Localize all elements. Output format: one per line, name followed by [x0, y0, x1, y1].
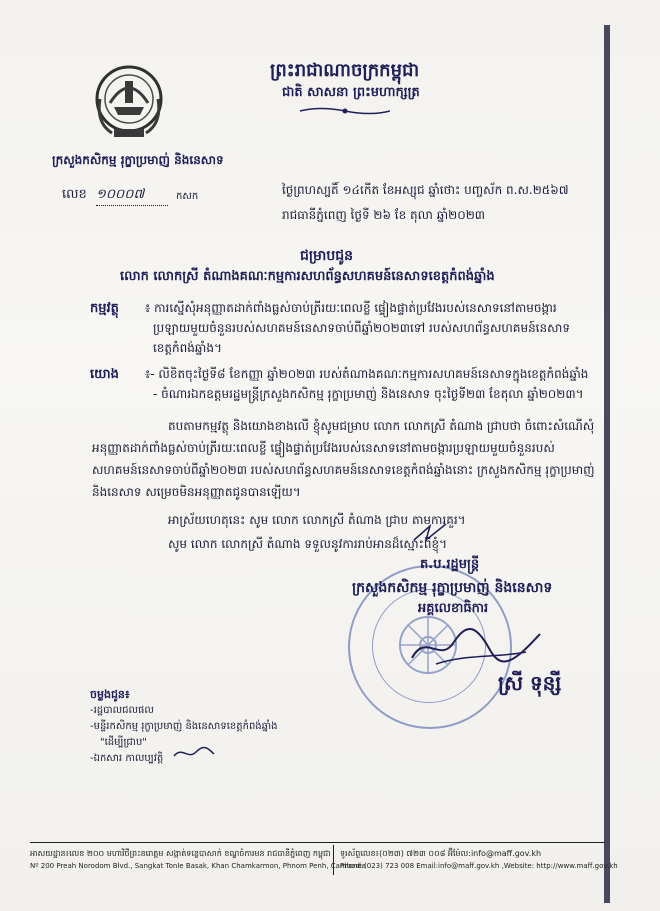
- body-line: និងនេសាទ សម្រេចមិនអនុញ្ញាតជូនបានឡើយ។: [92, 485, 301, 499]
- subject-line: ៖ ការស្នើសុំអនុញ្ញាតដាក់ពាំងធ្លស់ចាប់ត្រីរយៈពេលខ្លី ផ្ទៀងផ្ទាត់ប្រវែងរបស់នេសាទនៅតាមចង្ការ: [145, 301, 557, 315]
- footer-rule: [30, 842, 605, 843]
- body-line: សហគមន៍នេសាទចាប់ពីឆ្នាំ២០២៣ របស់សហព័ន្ធសហគមន៍នេសាទខេត្តកំពង់ឆ្នាំងនោះ ក្រសួងកសិកម្ម រុក្ខាប្រមាញ់: [92, 463, 595, 477]
- cc-label: ចម្លងជូន៖: [90, 688, 130, 701]
- body-line: អនុញ្ញាតដាក់ពាំងធ្លស់ចាប់ត្រីរយៈពេលខ្លី ផ្ទៀងផ្ទាត់ប្រវែងរបស់នេសាទនៅតាមចង្ការប្រឡាយមួយចំនួនរបស់: [92, 441, 555, 455]
- signature-on-behalf: ត.ប.រដ្ឋមន្ត្រី: [420, 557, 480, 572]
- subject-label: កម្មវត្ថុ: [90, 301, 119, 316]
- national-motto: ជាតិ សាសនា ព្រះមហាក្សត្រ: [282, 85, 420, 100]
- subject-line: ប្រឡាយមួយចំនួនរបស់សហគមន៍នេសាទចាប់ពីឆ្នាំ២០២៣ទៅ របស់សហព័ន្ធសហគមន៍នេសាទ: [153, 321, 570, 335]
- letter-recipient: លោក លោកស្រី តំណាងគណៈកម្មការសហព័ន្ធសហគមន៍នេសាទខេត្តកំពង់ឆ្នាំង: [120, 269, 495, 284]
- footer-phone-en: Phone:(023) 723 008 Email:info@maff.gov.kh ,Website: http://www.maff.gov.kh: [340, 862, 618, 870]
- page-edge-shadow: [604, 25, 610, 903]
- reference-line: ៖- លិខិតចុះថ្ងៃទី៨ ខែកញ្ញា ឆ្នាំ២០២៣ របស់តំណាងគណៈកម្មការសហគមន៍នេសាទក្នុងខេត្តកំពង់ឆ្នាំង: [145, 367, 589, 381]
- cc-item: -ឯកសារ កាលប្បវត្តិ: [90, 753, 164, 764]
- reference-label: យោង: [90, 367, 119, 382]
- cc-item: -រដ្ឋបាលជលផល: [90, 705, 154, 716]
- footer-divider: [333, 845, 334, 875]
- reference-suffix: កសក: [176, 191, 199, 202]
- signatory-name: ស្រី ទុន្សី: [498, 671, 562, 695]
- closing-line: សូម លោក លោកស្រី តំណាង ទទួលនូវការរាប់អានដ៏ស្មោះពីខ្ញុំ។: [168, 537, 447, 551]
- cc-item: -មន្ទីរកសិកម្ម រុក្ខាប្រមាញ់ និងនេសាទខេត្តកំពង់ឆ្នាំង: [90, 721, 278, 732]
- footer-phone-kh: ទូរស័ព្ទលេខ៖(០២៣) ៧២៣ ០០៨ អ៊ីម៉ែល:info@maff.gov.kh: [340, 849, 542, 858]
- letter-type: ជម្រាបជូន: [300, 248, 354, 264]
- footer-address-en: Nº 200 Preah Norodom Blvd., Sangkat Tonle Basak, Khan Chamkarmon, Phnom Penh, Cambodia: [30, 862, 367, 870]
- motto-ornament-icon: [300, 106, 390, 116]
- reference-prefix: លេខ: [62, 187, 87, 202]
- reference-number: ១០០០៧: [96, 185, 168, 206]
- lunar-date: ថ្ងៃព្រហស្បតិ៍ ១៤កើត ខែអស្សុជ ឆ្នាំថោះ បញ្ចស័ក ព.ស.២៥៦៧: [282, 183, 569, 197]
- subject-line: ខេត្តកំពង់ឆ្នាំង។: [153, 341, 222, 355]
- kingdom-title: ព្រះរាជាណាចក្រកម្ពុជា: [270, 60, 420, 81]
- solar-date: រាជធានីភ្នំពេញ ថ្ងៃទី ២៦ ខែ តុលា ឆ្នាំ២០២៣: [282, 208, 486, 222]
- handwritten-signature-icon: [406, 624, 546, 670]
- reference-line: - ចំណារឯកឧត្តមរដ្ឋមន្ត្រីក្រសួងកសិកម្ម រុក្ខាប្រមាញ់ និងនេសាទ ចុះថ្ងៃទី២៣ ខែតុលា ឆ្នាំ២០២៣។: [153, 387, 584, 401]
- ministry-name: ក្រសួងកសិកម្ម រុក្ខាប្រមាញ់ និងនេសាទ: [52, 153, 224, 167]
- footer-address-kh: អាសយដ្ឋាន៖លេខ ២០០ មហាវិថីព្រះនរោត្តម សង្កាត់ទន្លេបាសាក់ ខណ្ឌចំការមន រាជធានីភ្នំពេញ កម្ពុជា: [30, 849, 331, 858]
- closing-line: អាស្រ័យហេតុនេះ សូម លោក លោកស្រី តំណាង ជ្រាប តាមការគួរ។: [168, 513, 466, 527]
- initials-mark-icon: [412, 522, 448, 544]
- signature-position: អគ្គលេខាធិការ: [418, 601, 489, 616]
- emblem-label: ក ស ក: [116, 130, 137, 138]
- archive-initials-icon: [172, 744, 216, 762]
- cc-item: "ដើម្បីជ្រាប": [100, 737, 147, 748]
- signature-ministry: ក្រសួងកសិកម្ម រុក្ខាប្រមាញ់ និងនេសាទ: [352, 580, 553, 596]
- body-line: តបតាមកម្មវត្ថុ និងយោងខាងលើ ខ្ញុំសូមជម្រាប លោក លោកស្រី តំណាង ជ្រាបថា ចំពោះសំណើសុំ: [168, 419, 595, 433]
